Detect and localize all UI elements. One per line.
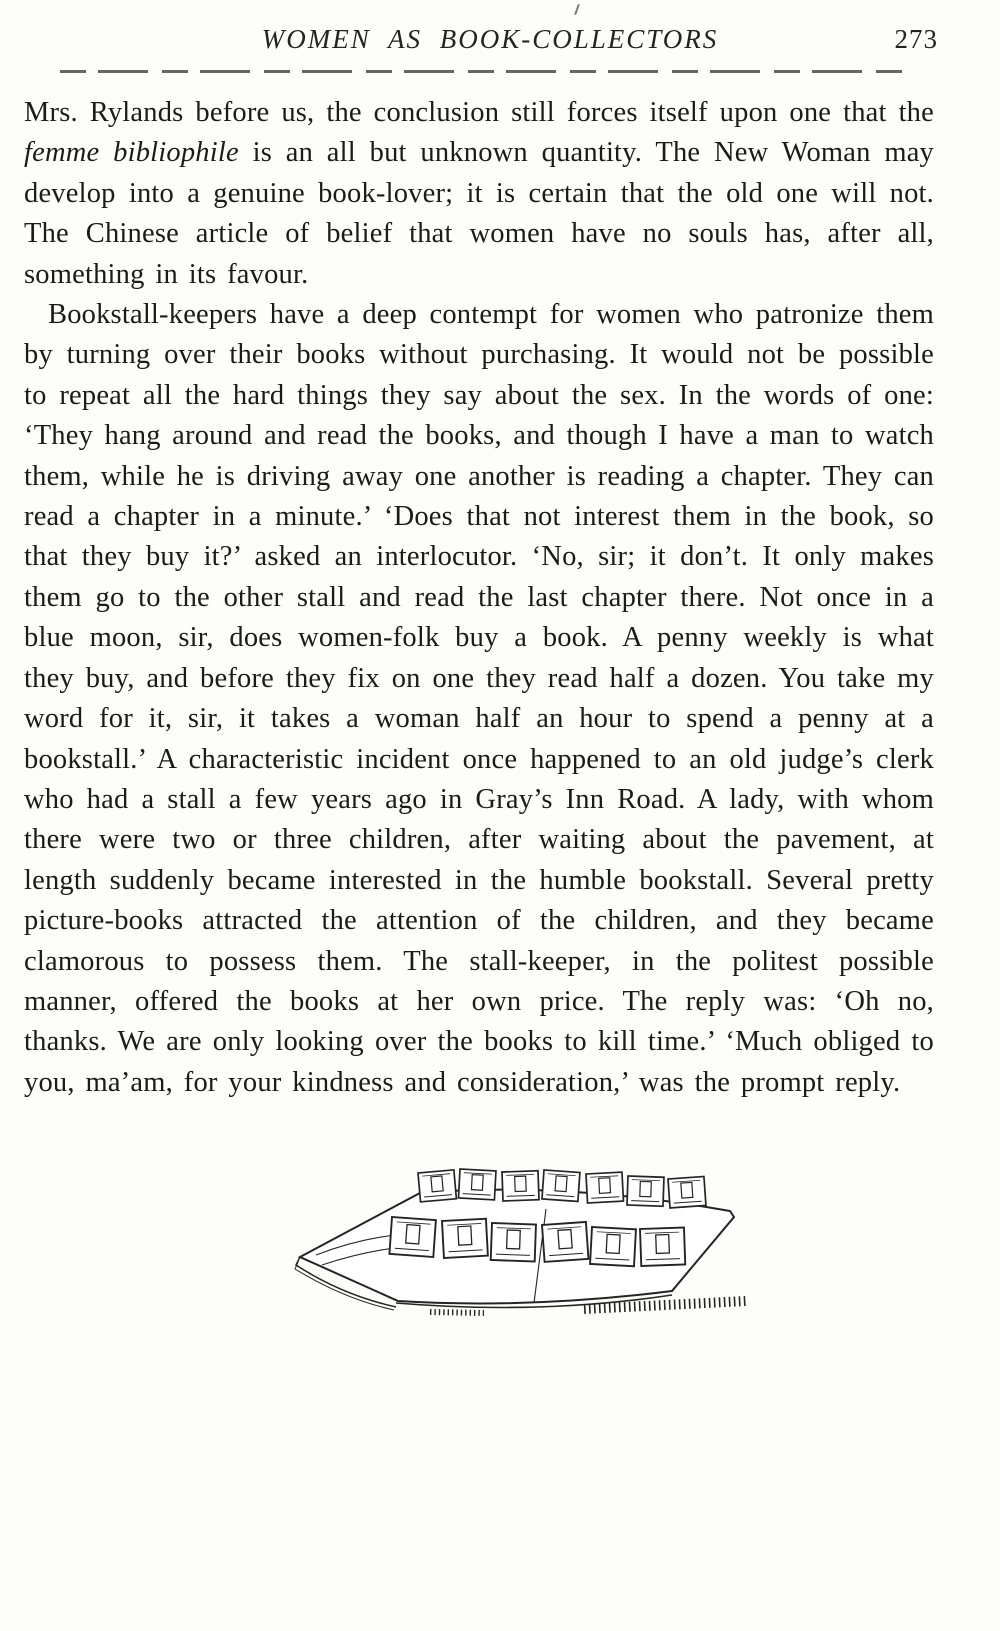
bookstall-drawing xyxy=(240,1117,760,1317)
paragraph-1-text-cont: is an all but unknown quantity. The New Woman may develop into a genuine book-lover; it is certain that the old one will not. The Chinese article of belief that women have no souls has, after all, something in its favour. xyxy=(24,137,934,290)
paragraph-1-text: Mrs. Rylands before us, the conclusion still forces itself upon one that the xyxy=(24,97,934,128)
booklet xyxy=(502,1171,539,1201)
booklet xyxy=(590,1227,636,1266)
italic-phrase: femme bibliophile xyxy=(24,137,239,169)
booklet xyxy=(491,1223,536,1262)
booklet xyxy=(418,1170,456,1202)
booklet xyxy=(389,1217,435,1257)
bookstall-illustration xyxy=(0,1117,1000,1317)
booklet xyxy=(542,1222,588,1262)
booklet xyxy=(442,1219,488,1258)
page-number: 273 xyxy=(894,24,938,54)
booklet xyxy=(668,1177,706,1208)
page-header xyxy=(0,0,1000,66)
booklet xyxy=(640,1228,685,1267)
text-block xyxy=(0,73,1000,1103)
booklet xyxy=(627,1176,664,1206)
paragraph-2: Bookstall-keepers have a deep contempt for women who patronize them by turning over their books without purchasing. It would not be possible to repeat all the hard things they say about the sex. In the words of one: ‘They hang around and read the books, and though I have a man to watch them, while he is driving away one another is reading a chapter. They can read a chapter in a minute.’ ‘Does that not interest them in the book, so that they buy it?’ asked an interlocutor. ‘No, sir; it don’t. It only makes them go to the other stall and read the last chapter there. Not once in a blue moon, sir, does women-folk buy a book. A penny weekly is what they buy, and before they fix on one they read half a dozen. You take my word for it, sir, it takes a woman half an hour to spend a penny at a bookstall.’ A characteristic incident once happened to an old judge’s clerk who had a stall a few years ago in Gray’s Inn Road. A lady, with whom there were two or three children, after waiting about the pavement, at length suddenly became interested in the humble bookstall. Several pretty picture-books attracted the attention of the children, and they became clamorous to possess them. The stall-keeper, in the politest possible manner, offered the books at her own price. The reply was: ‘Oh no, thanks. We are only looking over the books to kill time.’ ‘Much obliged to you, ma’am, for your kindness and consideration,’ was the prompt reply. xyxy=(24,299,934,1098)
booklet xyxy=(458,1169,495,1200)
paragraph-1 xyxy=(24,93,934,295)
running-title: WOMEN AS BOOK-COLLECTORS xyxy=(261,24,719,54)
booklet xyxy=(586,1172,623,1203)
booklet xyxy=(542,1170,580,1201)
header-rule xyxy=(60,70,902,73)
